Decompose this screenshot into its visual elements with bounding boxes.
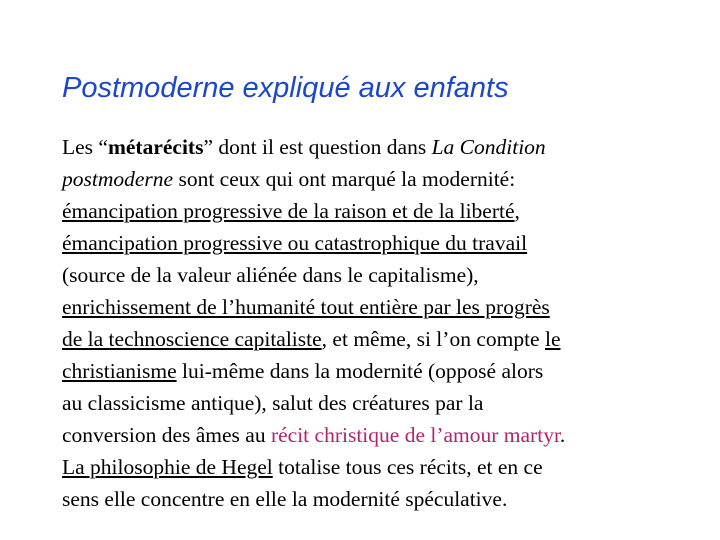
- text-run: Les “: [62, 135, 108, 159]
- text-line-2: [62, 163, 702, 195]
- book-title-part-2: postmoderne: [62, 167, 174, 191]
- text-line-8: [62, 355, 702, 387]
- text-line-11: [62, 451, 702, 483]
- text-line-7: [62, 323, 702, 355]
- text-run: lui-même dans la modernité (opposé alors: [176, 359, 544, 383]
- slide-title: Postmoderne expliqué aux enfants: [62, 72, 509, 104]
- text-line-10: [62, 419, 702, 451]
- text-run: ” dont il est question dans: [203, 135, 432, 159]
- text-line-5: [62, 259, 702, 291]
- text-line-4: [62, 227, 702, 259]
- text-run: (source de la valeur aliénée dans le capitalisme),: [62, 263, 479, 287]
- text-run: sont ceux qui ont marqué la modernité:: [173, 167, 516, 191]
- underlined-phrase: de la technoscience capitaliste: [62, 327, 322, 351]
- underlined-phrase: émancipation progressive ou catastrophique du travail: [62, 231, 528, 255]
- book-title-part-1: La Condition: [431, 135, 546, 159]
- text-run: ,: [514, 199, 520, 223]
- text-run: .: [559, 423, 566, 447]
- text-line-1: [62, 131, 702, 163]
- text-run: conversion des âmes au: [62, 423, 271, 447]
- bold-term-metarecits: métarécits: [107, 135, 204, 159]
- body-paragraph: [62, 131, 702, 515]
- text-run: sens elle concentre en elle la modernité spéculative.: [62, 487, 508, 511]
- highlighted-phrase: récit christique de l’amour martyr: [270, 423, 560, 447]
- text-line-6: [62, 291, 702, 323]
- underlined-phrase: enrichissement de l’humanité tout entière par les progrès: [62, 295, 550, 319]
- underlined-phrase: christianisme: [62, 359, 177, 383]
- text-line-3: [62, 195, 702, 227]
- underlined-phrase: le: [544, 327, 561, 351]
- underlined-phrase: La philosophie de Hegel: [62, 455, 273, 479]
- text-line-9: [62, 387, 702, 419]
- text-run: , et même, si l’on compte: [321, 327, 545, 351]
- text-run: totalise tous ces récits, et en ce: [272, 455, 543, 479]
- text-run: au classicisme antique), salut des créatures par la: [62, 391, 484, 415]
- underlined-phrase: émancipation progressive de la raison et de la liberté: [62, 199, 515, 223]
- text-line-12: [62, 483, 702, 515]
